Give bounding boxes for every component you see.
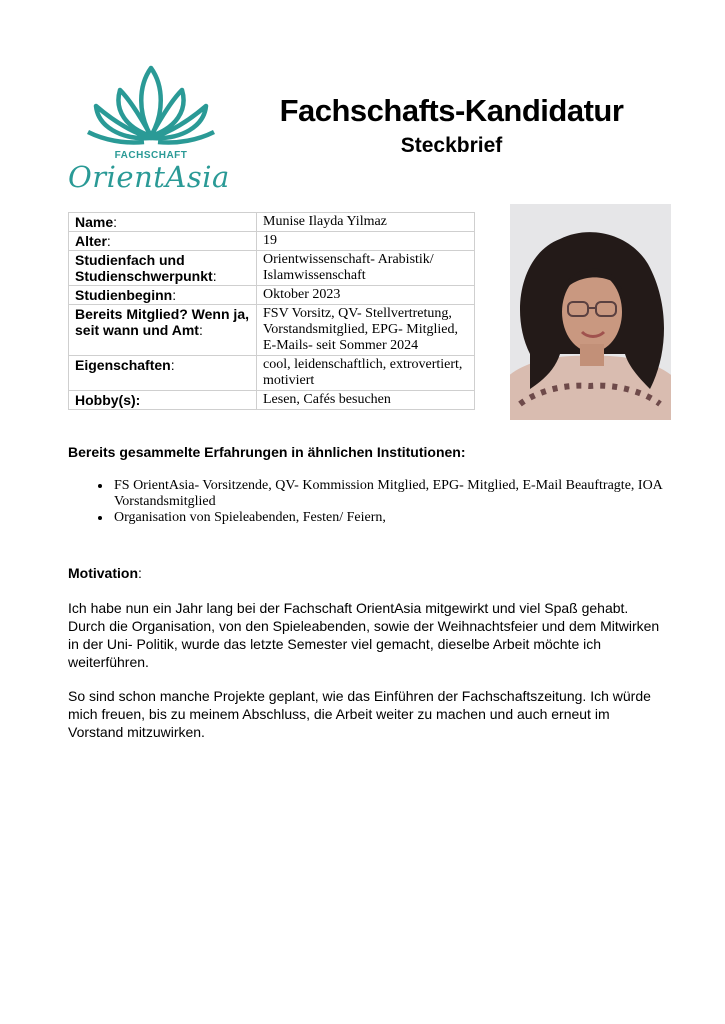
candidate-photo bbox=[510, 204, 671, 420]
profile-table bbox=[68, 212, 475, 410]
experience-list bbox=[68, 478, 672, 526]
row-value: Orientwissenschaft- Arabistik/ Islamwissenschaft bbox=[257, 251, 475, 286]
motivation-paragraph: So sind schon manche Projekte geplant, wie das Einführen der Fachschaftszeitung. Ich würde mich freuen, bis zu meinem Abschluss, die Arbeit weiter zu machen und auch erneut im Vorstand mitzuwirken. bbox=[68, 688, 651, 740]
table-row bbox=[69, 251, 475, 286]
row-value: Lesen, Cafés besuchen bbox=[257, 391, 475, 410]
page-title: Fachschafts-Kandidatur bbox=[279, 93, 624, 128]
list-item: • Organisation von Spieleabenden, Festen/ Feiern, bbox=[112, 510, 672, 526]
motivation-heading: Motivation: bbox=[68, 565, 142, 581]
row-value: cool, leidenschaftlich, extrovertiert, motiviert bbox=[257, 356, 475, 391]
table-row bbox=[69, 232, 475, 251]
list-item: • FS OrientAsia- Vorsitzende, QV- Kommission Mitglied, EPG- Mitglied, E-Mail Beauftragte, IOA Vorstandsmitglied bbox=[112, 478, 672, 510]
experience-heading: Bereits gesammelte Erfahrungen in ähnlichen Institutionen: bbox=[68, 444, 466, 460]
row-label: Eigenschaften: bbox=[69, 356, 257, 391]
table-row bbox=[69, 213, 475, 232]
row-value: FSV Vorsitz, QV- Stellvertretung, Vorstandsmitglied, EPG- Mitglied, E-Mails- seit Sommer 2024 bbox=[257, 305, 475, 356]
row-label: Bereits Mitglied? Wenn ja, seit wann und Amt: bbox=[69, 305, 257, 356]
table-row bbox=[69, 391, 475, 410]
row-label: Studienfach und Studienschwerpunkt: bbox=[69, 251, 257, 286]
row-label: Studienbeginn: bbox=[69, 286, 257, 305]
row-value: Oktober 2023 bbox=[257, 286, 475, 305]
motivation-paragraph: Ich habe nun ein Jahr lang bei der Fachschaft OrientAsia mitgewirkt und viel Spaß gehabt. Durch die Organisation, von den Spieleabenden, sowie der Weihnachtsfeier und dem Mitwirken in der Uni- Politik, wurde das letzte Semester viel gemacht, dieselbe Arbeit möchte ich weiterführen. bbox=[68, 600, 660, 670]
table-row bbox=[69, 356, 475, 391]
orientasia-logo bbox=[62, 62, 240, 204]
page-subtitle: Steckbrief bbox=[400, 134, 503, 157]
row-value: Munise Ilayda Yilmaz bbox=[257, 213, 475, 232]
logo-kicker: FACHSCHAFT bbox=[114, 150, 188, 161]
table-row bbox=[69, 305, 475, 356]
lotus-icon bbox=[84, 62, 218, 146]
row-label: Alter: bbox=[69, 232, 257, 251]
row-label: Hobby(s): bbox=[69, 391, 257, 410]
row-value: 19 bbox=[257, 232, 475, 251]
logo-wordmark: OrientAsia bbox=[68, 160, 230, 194]
row-label: Name: bbox=[69, 213, 257, 232]
table-row bbox=[69, 286, 475, 305]
